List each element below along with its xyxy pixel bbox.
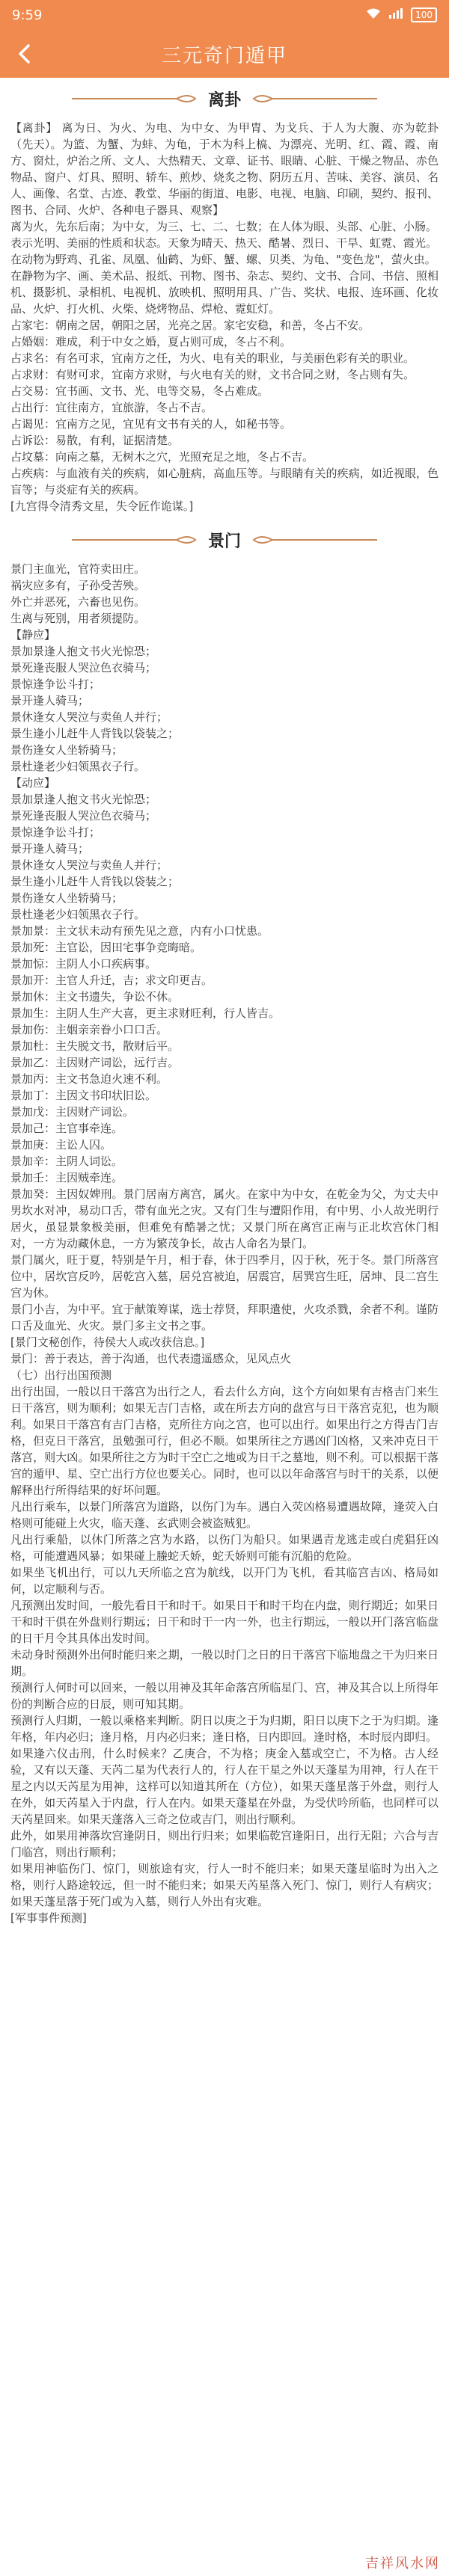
status-bar: [0, 0, 449, 30]
text-line: 生离与死别，用者须提防。: [10, 612, 146, 625]
text-line: 如果用神临伤门、惊门，则旅途有灾，行人一时不能归来；如果天蓬星临时为出入之格，则行人路途较远，但一时不能归来；如果天芮星落入死门、惊门，则行人有病灾；如果天蓬星落于死门或为入墓，则行人外出有灾难。: [10, 1862, 439, 1908]
text-line: 【静应】: [10, 628, 56, 642]
text-line: 景杜逢老少妇领黑衣子行。: [10, 760, 146, 773]
text-line: 景加伤：主姻亲亲眷小口口舌。: [10, 1023, 168, 1036]
ornament-left-icon: [72, 91, 199, 106]
text-line: 景生逢小儿赶牛人背钱以袋装之；: [10, 875, 180, 888]
text-line: 景死逢丧服人哭泣色衣骑马；: [10, 809, 157, 823]
text-line: 景门属火，旺于夏，特别是午月，相于春，休于四季月，囚于秋，死于冬。景门所落宫位中，居坎宫反吟，居乾宫入墓，居兑宫被迫，居震宫，居巽宫生旺，居坤、艮二宫生宫为休。: [10, 1253, 439, 1300]
text-line: 景开逢人骑马；: [10, 694, 90, 707]
text-line: 如果坐飞机出行，可以九天所临之宫为航线，以开门为飞机，看其临宫吉凶、格局如何，以定顺利与否。: [10, 1566, 439, 1596]
text-line: 景加景：主文状未动有预先见之意，内有小口忧患。: [10, 924, 269, 938]
ornament-right-icon: [250, 91, 377, 106]
text-line: 占交易：宜书画、文书、光、电等交易，冬占难成。: [10, 384, 269, 398]
text-line: 如果逢六仪击刑，什么时候来？乙庚合，不为格；庚金入墓或空亡，不为格。古人经验，又有以天蓬、天芮二星为代表行人的，行人在干星之外以天蓬星为用神，行人在干星之内以天芮星为用神，这样可以知道其所在（方位），如果天蓬星落于外盘，则行人在外，如天芮星入于内盘，行人在内。如果天蓬星在外盘，为受伏吟所临，也同样可以天芮星回来。如果天蓬落入三奇之位或吉门，则出行顺利。: [10, 1747, 439, 1826]
back-button[interactable]: [6, 30, 42, 78]
text-line: 景门主血光，官符卖田庄。: [10, 562, 146, 576]
text-line: 景生逢小儿赶牛人背钱以袋装之；: [10, 727, 180, 740]
text-line: 凡预测出发时间，一般先看日干和时干。如果日干和时干均在内盘，则行期近；如果日干和时干俱在外盘则行期远；日干和时干一内一外，也主行期远，一般以开门落宫临盘的日干月令其具体出发时间。: [10, 1599, 439, 1645]
text-line: 占出行：宜往南方，宜旅游，冬占不吉。: [10, 401, 213, 414]
text-line: 景加癸：主因奴婢刑。景门居南方离宫，属火。在家中为中女，在乾金为父，为丈夫中男坎水对冲，易动口舌，带有血光之灾。又有门生与遭阳作用，有中男、小人故光明行居火，虽显景象极美丽，但难免有酷暑之忧；又景门所在离宫正南与正北坎宫休门相对，一方为动藏休息，一方为繁茂争长，故古人命名为景门。: [10, 1187, 439, 1250]
text-line: 占疾病：与血液有关的疾病，如心脏病，高血压等。与眼睛有关的疾病，如近视眼，色盲等；与炎症有关的疾病。: [10, 467, 439, 497]
text-line: 景加壬：主因贼牵连。: [10, 1171, 123, 1184]
status-icons: [366, 7, 437, 23]
text-line: 占婚姻：难成，利于中女之婚，夏占则可成，冬占不利。: [10, 335, 292, 348]
text-line: 占家宅：朝南之居，朝阳之居，光亮之居。家宅安稳，和善，冬占不安。: [10, 319, 370, 332]
text-line: 景加杜：主失脱文书，散财后平。: [10, 1039, 180, 1053]
text-line: 景杜逢老少妇领黑衣子行。: [10, 908, 146, 921]
text-line: 景惊逢争讼斗打；: [10, 677, 101, 691]
text-line: 景加己：主官事牵连。: [10, 1122, 123, 1135]
text-line: 离为火，先东后南；为中女，为三、七、二、七数；在人体为眼、头部、心脏、小肠。: [10, 220, 438, 233]
text-line: 此外，如果用神落坎宫逢阴日，则出行归来；如果临乾宫逢阳日，出行无阻；六合与吉门临宫，则出行顺利；: [10, 1829, 439, 1859]
text-line: 祸灾应多有，子孙受苦殃。: [10, 579, 146, 592]
text-line: 在动物为野鸡、孔雀、凤凰、仙鹤、为虾、蟹、螺、贝类、为龟、"变色龙"，萤火虫。: [10, 253, 436, 266]
text-line: 景休逢女人哭泣与卖鱼人并行；: [10, 710, 168, 724]
text-line: 占坟墓：向南之墓，无树木之穴，光照充足之地，冬占不吉。: [10, 450, 314, 464]
wifi-icon: [366, 7, 381, 23]
text-line: 景加庚：主讼人囚。: [10, 1138, 112, 1152]
ornament-right-icon: [250, 532, 377, 547]
section-header-li: [0, 82, 449, 115]
text-line: 【离卦】 离为日、为火、为电、为中女、为甲胄、为戈兵、于人为大腹、亦为乾卦（先天）。为篮、为蟹、为蚌、为龟，于木为科上槁、为漂亮、光明、红、霞、霞、南方、窗灶，炉治之所、文人、大热精天、文章、证书、眼睛、心脏、干燥之物品、赤色物品、窗户、灯具、照明、轿车、煎炒、烧炙之物、阴历五月、苦味、美容、演员、名人、画像、名堂、古迹、教堂、华丽的街道、电影、电视、电脑、印刷，契约、报刊、图书、合同、火炉、各种电子器具、观察】: [10, 121, 439, 217]
text-line: 景加死：主官讼，因田宅事争竞晦暗。: [10, 941, 202, 954]
text-line: 占谒见：宜南方之见，宜见有文书有关的人，如秘书等。: [10, 417, 292, 431]
text-line: 景惊逢争讼斗打；: [10, 826, 101, 839]
text-line: 景死逢丧服人哭泣色衣骑马；: [10, 661, 157, 674]
text-line: 景加开：主官人升迁，吉；求文印更吉。: [10, 974, 213, 987]
signal-icon: [388, 7, 403, 23]
text-line: 预测行人何时可以回来，一般以用神及其年命落宫所临星门、宫，神及其合以上所得年份的判断合应的日辰，则可知其期。: [10, 1681, 439, 1711]
text-line: [景门文秘创作，待侯大人或改获信息。]: [10, 1335, 205, 1349]
text-line: 景加生：主阴人生产大喜，更主求财旺利，行人皆吉。: [10, 1006, 281, 1020]
battery-icon: 100: [411, 7, 437, 22]
text-line: 未动身时预测外出何时能归来之期，一般以时门之日的日干落宫下临地盘之干为归来日期。: [10, 1648, 439, 1678]
text-line: 景伤逢女人坐轿骑马；: [10, 891, 123, 905]
text-line: 预测行人归期，一般以乘格来判断。阴日以庚之于为归期，阳日以庚下之于为归期。逢年格，年内必归；逢月格，月内必归来；逢日格，日内即回。逢时格，本时辰内即归。: [10, 1714, 439, 1744]
section1-content: [0, 115, 449, 519]
text-line: 凡出行乘船，以休门所落之宫为水路，以伤门为船只。如果遇青龙逃走或白虎猖狂凶格，可能遭遇风暴；如果碰上螣蛇夭娇，蛇夭娇则可能有沉船的危险。: [10, 1533, 439, 1563]
text-line: 表示光明、美丽的性质和状态。天象为晴天、热天、酷暑、烈日、干旱、虹霓、霞光。: [10, 236, 438, 250]
text-line: 景加丙：主文书急迫火速不利。: [10, 1072, 168, 1086]
app-bar: [0, 30, 449, 78]
text-line: 景开逢人骑马；: [10, 842, 90, 855]
text-line: 景加惊：主阴人小口疾病事。: [10, 957, 157, 971]
text-line: 占求名：有名可求，宜南方之任，为火、电有关的职业，与美丽色彩有关的职业。: [10, 351, 415, 365]
section2-content: [0, 556, 449, 1931]
text-line: 景门：善于表达，善于沟通，也代表遗遥感众，见风点火: [10, 1352, 292, 1365]
section-header-jingmen: [0, 523, 449, 556]
text-line: 景加辛：主阴人词讼。: [10, 1155, 123, 1168]
text-line: 占诉讼：易散，有利，证据清楚。: [10, 434, 180, 447]
text-line: 在静物为字、画、美术品、报纸、刊物、图书、杂志、契约、文书、合同、书信、照相机、摄影机、录相机、电视机、放映机、照明用具、广告、奖状、电报、连环画、化妆品、火炉、打火机、火柴、烧烤物品、焊枪、霓虹灯。: [10, 269, 439, 316]
text-line: 景休逢女人哭泣与卖鱼人并行；: [10, 858, 168, 872]
status-time: 9:59: [12, 7, 43, 23]
section-title: 景门: [207, 532, 241, 551]
page-title: 三元奇门遁甲: [161, 44, 287, 67]
chevron-left-icon: [16, 43, 31, 64]
text-line: [九宫得令清秀文星，失令匠作诡谋。]: [10, 499, 194, 513]
text-line: 出行出国，一般以日干落宫为出行之人，看去什么方向，这个方向如果有吉格吉门来生日干落宫，则为顺利；如果无吉门吉格，或在所去方向的盘宫与日干落宫克犯，也为顺利。如果日干落宫有吉门吉格，克所往方向之宫，也可以出行。如果出行之方得吉门吉格，但克日干落宫，虽勉强可行，但必不顺。如果所往之方遇凶门凶格，又来冲克日干落宫，则大凶。如果所往之方为时干空亡之地或为日干之墓地，则不利。可以根据干落宫的遁甲、星、空亡出行方位也要关心。同时，也可以以年命落宫与时干的关系，以便解释出行所得结果的好坏问题。: [10, 1385, 439, 1497]
text-line: （七）出行出国预测: [10, 1368, 112, 1382]
text-line: 外亡并恶死，六畜也见伤。: [10, 595, 146, 609]
section-title: 离卦: [207, 90, 241, 110]
ornament-left-icon: [72, 532, 199, 547]
text-line: 景加景逢人抱文书火光惊恐；: [10, 645, 157, 658]
text-line: 景加丁：主因文书印状旧讼。: [10, 1089, 157, 1102]
text-line: 景门小吉，为中平。宜于献策筹谋，选士荐贤，拜职遣使，火攻杀戮，余者不利。谨防口舌及血光、火灾。景门多主文书之事。: [10, 1303, 439, 1332]
text-line: 景加乙：主因财产词讼，远行吉。: [10, 1056, 180, 1069]
text-line: [军事事件预测]: [10, 1911, 87, 1925]
text-line: 占求财：有财可求，宜南方求财，与火电有关的财，文书合同之财，冬占则有失。: [10, 368, 415, 381]
text-line: 【动应】: [10, 776, 56, 790]
text-line: 景伤逢女人坐轿骑马；: [10, 743, 123, 757]
text-line: 景加休：主文书遗失，争讼不休。: [10, 990, 180, 1003]
watermark: 吉祥风水网: [365, 2556, 440, 2572]
text-line: 景加戊：主因财产词讼。: [10, 1105, 135, 1119]
text-line: 凡出行乘车，以景门所落宫为道路，以伤门为车。遇白入荧凶格易遭遇故障，逢荧入白格则可能碰上火灾，临天蓬、玄武则会被盗贼犯。: [10, 1500, 439, 1530]
text-line: 景加景逢人抱文书火光惊恐；: [10, 793, 157, 806]
